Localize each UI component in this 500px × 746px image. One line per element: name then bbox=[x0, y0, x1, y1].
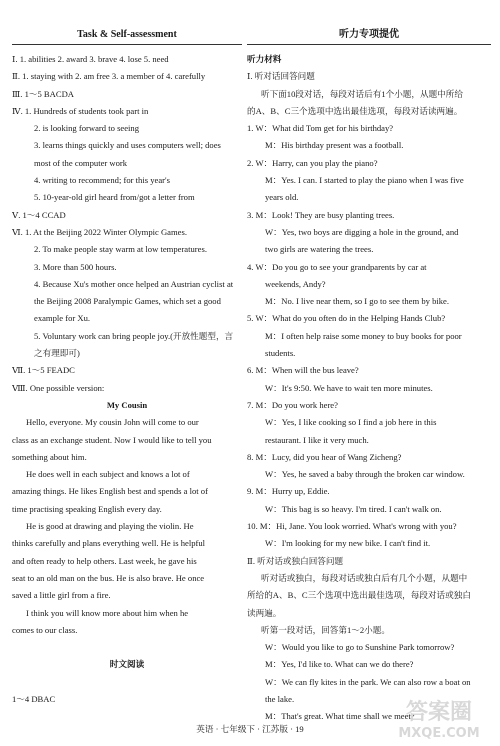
left-header: Task & Self-assessment bbox=[77, 29, 177, 40]
right-header-rule bbox=[247, 44, 491, 45]
left-answer-line: 4. Because Xu's mother once helped an Austrian cyclist at bbox=[34, 278, 234, 289]
right-listening-line: 听第一段对话，回答第1～2小题。 bbox=[261, 624, 390, 635]
left-answer-line: something about him. bbox=[12, 451, 87, 462]
right-listening-line: W：It's 9:50. We have to wait ten more minutes. bbox=[265, 382, 433, 393]
left-header-rule bbox=[12, 44, 242, 45]
right-listening-line: 听下面10段对话，每段对话后有1个小题，从题中所给 bbox=[261, 88, 463, 99]
right-listening-line: M：Yes, I'd like to. What can we do there? bbox=[265, 659, 414, 670]
right-listening-line: M：Yes. I can. I started to play the piano when I was five bbox=[265, 175, 464, 186]
watermark-logo-text: 答案圈 bbox=[405, 700, 473, 725]
left-answer-line: Ⅵ. 1. At the Beijing 2022 Winter Olympic Games. bbox=[12, 226, 187, 237]
right-listening-line: weekends, Andy? bbox=[265, 278, 326, 289]
left-answer-line: Ⅳ. 1. Hundreds of students took part in bbox=[12, 105, 149, 116]
right-listening-lines bbox=[247, 51, 491, 726]
left-answer-line: Hello, everyone. My cousin John will come to our bbox=[26, 417, 199, 428]
left-answer-line: 5. Voluntary work can bring people joy.(开放性题型，言 bbox=[34, 330, 234, 341]
left-answer-line: the Beijing 2008 Paralympic Games, which set a good bbox=[34, 296, 221, 307]
right-listening-line: students. bbox=[265, 348, 296, 359]
right-listening-line: 听对话或独白，每段对话或独白后有几个小题，从题中 bbox=[261, 572, 468, 583]
left-answer-line: 1～4 DBAC bbox=[12, 693, 56, 704]
right-listening-line: 8. M：Lucy, did you hear of Wang Zicheng? bbox=[247, 451, 402, 462]
watermark-logo bbox=[384, 693, 494, 743]
left-answer-line: thinks carefully and plans everything well. He is helpful bbox=[12, 538, 206, 549]
right-listening-line: two girls are watering the trees. bbox=[265, 244, 374, 255]
left-answer-line: Ⅶ. 1～5 FEADC bbox=[12, 365, 75, 376]
right-listening-line: 2. W：Harry, can you play the piano? bbox=[247, 157, 378, 168]
left-answer-line: Ⅴ. 1～4 CCAD bbox=[12, 209, 66, 220]
left-answer-line: He does well in each subject and knows a lot of bbox=[26, 469, 190, 480]
right-listening-line: W：This bag is so heavy. I'm tired. I can't walk on. bbox=[265, 503, 442, 514]
right-listening-line: 5. W：What do you often do in the Helping Hands Club? bbox=[247, 313, 446, 324]
right-listening-line: W：We can fly kites in the park. We can also row a boat on bbox=[265, 676, 471, 687]
right-listening-line: M：That's great. What time shall we meet? bbox=[265, 711, 415, 722]
left-answer-line: most of the computer work bbox=[34, 157, 128, 168]
right-listening-line: the lake. bbox=[265, 693, 295, 704]
left-answer-line: 3. learns things quickly and uses computers well; does bbox=[34, 140, 221, 151]
right-listening-line: 听力材料 bbox=[247, 54, 282, 64]
left-answer-line: 之有理即可) bbox=[34, 348, 80, 359]
left-answer-line: Ⅱ. 1. staying with 2. am free 3. a member of 4. carefully bbox=[12, 71, 206, 82]
right-listening-line: Ⅰ. 听对话回答问题 bbox=[247, 71, 315, 82]
left-answer-line: I think you will know more about him when he bbox=[26, 607, 189, 618]
left-answer-line: and often ready to help others. Last week, he gave his bbox=[12, 555, 197, 566]
left-answer-line: 2. is looking forward to seeing bbox=[34, 123, 140, 134]
left-answer-line: My Cousin bbox=[106, 399, 148, 410]
left-answer-line: Ⅷ. One possible version: bbox=[12, 382, 105, 393]
right-listening-line: years old. bbox=[265, 192, 299, 203]
left-answer-line: class as an exchange student. Now I would like to tell you bbox=[12, 434, 212, 445]
right-listening-line: M：His birthday present was a football. bbox=[265, 140, 404, 151]
right-listening-line: 6. M：When will the bus leave? bbox=[247, 365, 359, 376]
left-answer-line: Ⅰ. 1. abilities 2. award 3. brave 4. lose 5. need bbox=[12, 54, 169, 64]
right-listening-line: 7. M：Do you work here? bbox=[247, 399, 338, 410]
right-listening-line: W：I'm looking for my new bike. I can't find it. bbox=[265, 538, 431, 549]
right-column bbox=[247, 0, 491, 726]
right-listening-line: W：Yes, he saved a baby through the broken car window. bbox=[265, 469, 465, 480]
left-answer-line: Ⅲ. 1～5 BACDA bbox=[12, 88, 75, 99]
right-listening-line: W：Would you like to go to Sunshine Park tomorrow? bbox=[265, 642, 455, 653]
watermark-logo-url: MXQE.COM bbox=[398, 726, 480, 741]
right-listening-line: Ⅱ. 听对话或独白回答问题 bbox=[247, 555, 344, 566]
page-footer: 英语 · 七年级下 · 江苏版 · 19 bbox=[196, 724, 304, 734]
left-answer-line: seat to an old man on the bus. He is also brave. He once bbox=[12, 572, 205, 583]
left-answer-line bbox=[12, 674, 242, 691]
left-answer-line bbox=[12, 639, 242, 656]
right-listening-line: 10. M：Hi, Jane. You look worried. What's wrong with you? bbox=[247, 521, 457, 532]
left-answer-lines bbox=[12, 51, 242, 708]
right-listening-line: 读两遍。 bbox=[247, 607, 282, 618]
right-listening-line: 1. W：What did Tom get for his birthday? bbox=[247, 123, 394, 134]
right-listening-line: 3. M：Look! They are busy planting trees. bbox=[247, 209, 395, 220]
left-answer-line: 2. To make people stay warm at low temperatures. bbox=[34, 244, 207, 255]
right-listening-line: 的A、B、C三个选项中选出最佳选项，每段对话读两遍。 bbox=[247, 105, 463, 116]
right-listening-line: W：Yes, I like cooking so I find a job here in this bbox=[265, 417, 437, 428]
left-answer-line: time practising speaking English every day. bbox=[12, 503, 162, 514]
right-listening-line: 所给的A、B、C三个选项中选出最佳选项，每段对话或独白 bbox=[247, 590, 471, 601]
left-answer-line: 3. More than 500 hours. bbox=[34, 261, 117, 272]
right-listening-line: restaurant. I like it very much. bbox=[265, 434, 369, 445]
left-answer-line: 5. 10-year-old girl heard from/got a letter from bbox=[34, 192, 195, 203]
left-answer-line: example for Xu. bbox=[34, 313, 91, 324]
left-column bbox=[12, 0, 242, 708]
left-answer-line: 时文阅读 bbox=[109, 659, 145, 670]
right-header: 听力专项提优 bbox=[339, 29, 399, 40]
left-answer-line: He is good at drawing and playing the violin. He bbox=[26, 521, 194, 532]
left-answer-line: amazing things. He likes English best and spends a lot of bbox=[12, 486, 208, 497]
right-listening-line: 9. M：Hurry up, Eddie. bbox=[247, 486, 330, 497]
left-answer-line: 4. writing to recommend; for this year's bbox=[34, 175, 170, 186]
left-answer-line: comes to our class. bbox=[12, 624, 78, 635]
right-listening-line: M：I often help raise some money to buy books for poor bbox=[265, 330, 462, 341]
right-listening-line: 4. W：Do you go to see your grandparents by car at bbox=[247, 261, 427, 272]
left-answer-line: saved a little girl from a fire. bbox=[12, 590, 111, 601]
right-listening-line: M：No. I live near them, so I go to see them by bike. bbox=[265, 296, 450, 307]
right-listening-line: W：Yes, two boys are digging a hole in the ground, and bbox=[265, 226, 459, 237]
